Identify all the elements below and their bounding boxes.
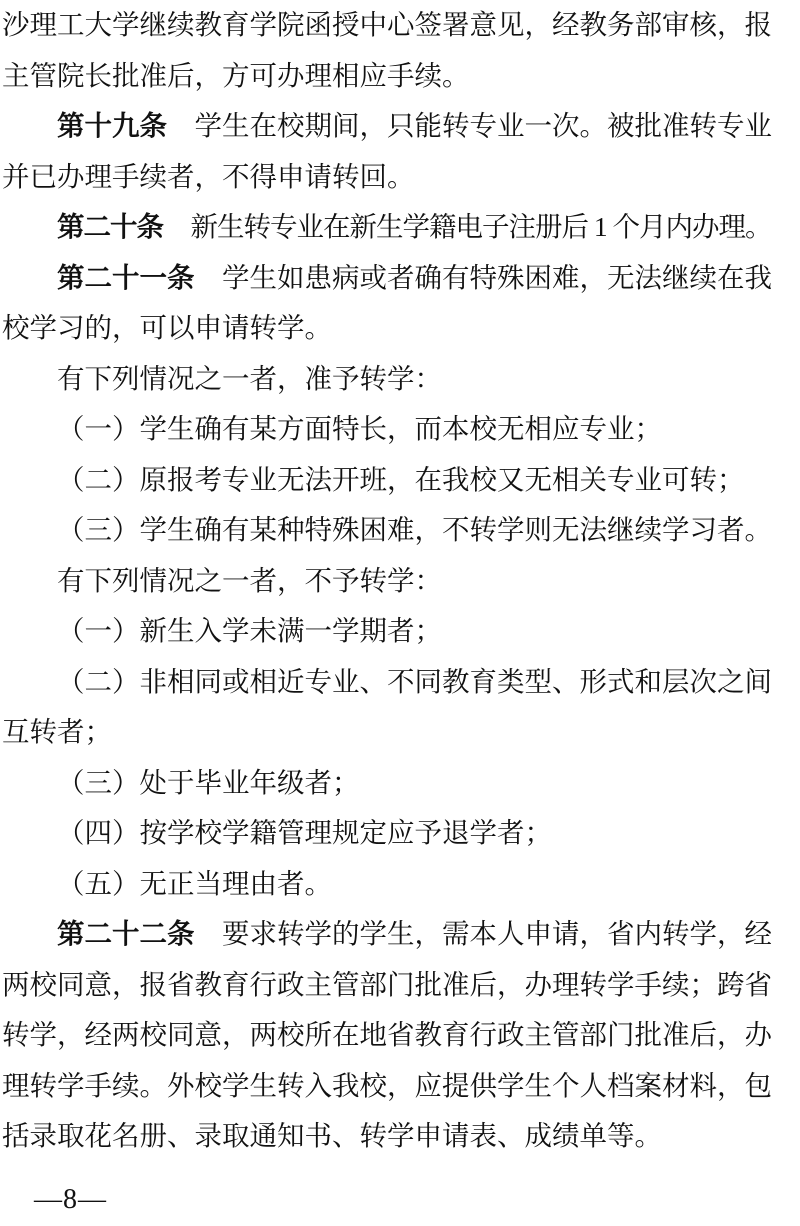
paragraph-article-21 bbox=[2, 253, 772, 354]
list-item-allowed-2 bbox=[2, 455, 772, 506]
paragraph-text: 沙理工大学继续教育学院函授中心签署意见，经教务部审核，报主管院长批准后，方可办理相应手续。 bbox=[2, 9, 772, 91]
list-item-allowed-1 bbox=[2, 404, 772, 455]
paragraph-text: （二）非相同或相近专业、不同教育类型、形式和层次之间互转者； bbox=[2, 665, 772, 747]
list-item-allowed-3 bbox=[2, 505, 772, 556]
article-20-number: 第二十条 bbox=[57, 211, 163, 242]
paragraph-transfer-allowed-intro bbox=[2, 354, 772, 405]
article-22-number: 第二十二条 bbox=[57, 918, 195, 949]
list-item-denied-5 bbox=[2, 859, 772, 910]
list-item-denied-4 bbox=[2, 808, 772, 859]
article-21-number: 第二十一条 bbox=[57, 261, 195, 293]
paragraph-transfer-denied-intro bbox=[2, 556, 772, 607]
paragraph-text: 学生如患病或者确有特殊困难，无法继续在我校学习的，可以申请转学。 bbox=[2, 261, 772, 343]
paragraph-article-22 bbox=[2, 909, 772, 1162]
paragraph-continuation bbox=[2, 0, 772, 101]
paragraph-text: （一）新生入学未满一学期者； bbox=[57, 615, 442, 646]
paragraph-text: （三）学生确有某种特殊困难，不转学则无法继续学习者。 bbox=[57, 514, 772, 545]
paragraph-article-19 bbox=[2, 101, 772, 202]
paragraph-text: 有下列情况之一者，不予转学： bbox=[57, 564, 442, 596]
article-19-number: 第十九条 bbox=[57, 110, 167, 141]
page-number: —8— bbox=[34, 1183, 107, 1215]
paragraph-text: 新生转专业在新生学籍电子注册后 1 个月内办理。 bbox=[190, 211, 772, 242]
paragraph-text: （三）处于毕业年级者； bbox=[57, 766, 360, 798]
paragraph-text: （二）原报考专业无法开班，在我校又无相关专业可转； bbox=[57, 463, 745, 495]
paragraph-text: （五）无正当理由者。 bbox=[57, 867, 332, 899]
paragraph-text: 学生在校期间，只能转专业一次。被批准转专业并已办理手续者，不得申请转回。 bbox=[2, 110, 772, 192]
paragraph-text: 有下列情况之一者，准予转学： bbox=[57, 362, 442, 394]
paragraph-text: （四）按学校学籍管理规定应予退学者； bbox=[57, 817, 552, 848]
paragraph-article-20 bbox=[2, 202, 772, 253]
list-item-denied-3 bbox=[2, 758, 772, 809]
paragraph-text: （一）学生确有某方面特长，而本校无相应专业； bbox=[57, 413, 662, 444]
paragraph-text: 要求转学的学生，需本人申请，省内转学，经两校同意，报省教育行政主管部门批准后，办理转学手续；跨省转学，经两校同意，两校所在地省教育行政主管部门批准后，办理转学手续。外校学生转入我校，应提供学生个人档案材料，包括录取花名册、录取通知书、转学申请表、成绩单等。 bbox=[2, 918, 772, 1151]
list-item-denied-1 bbox=[2, 606, 772, 657]
list-item-denied-2 bbox=[2, 657, 772, 758]
